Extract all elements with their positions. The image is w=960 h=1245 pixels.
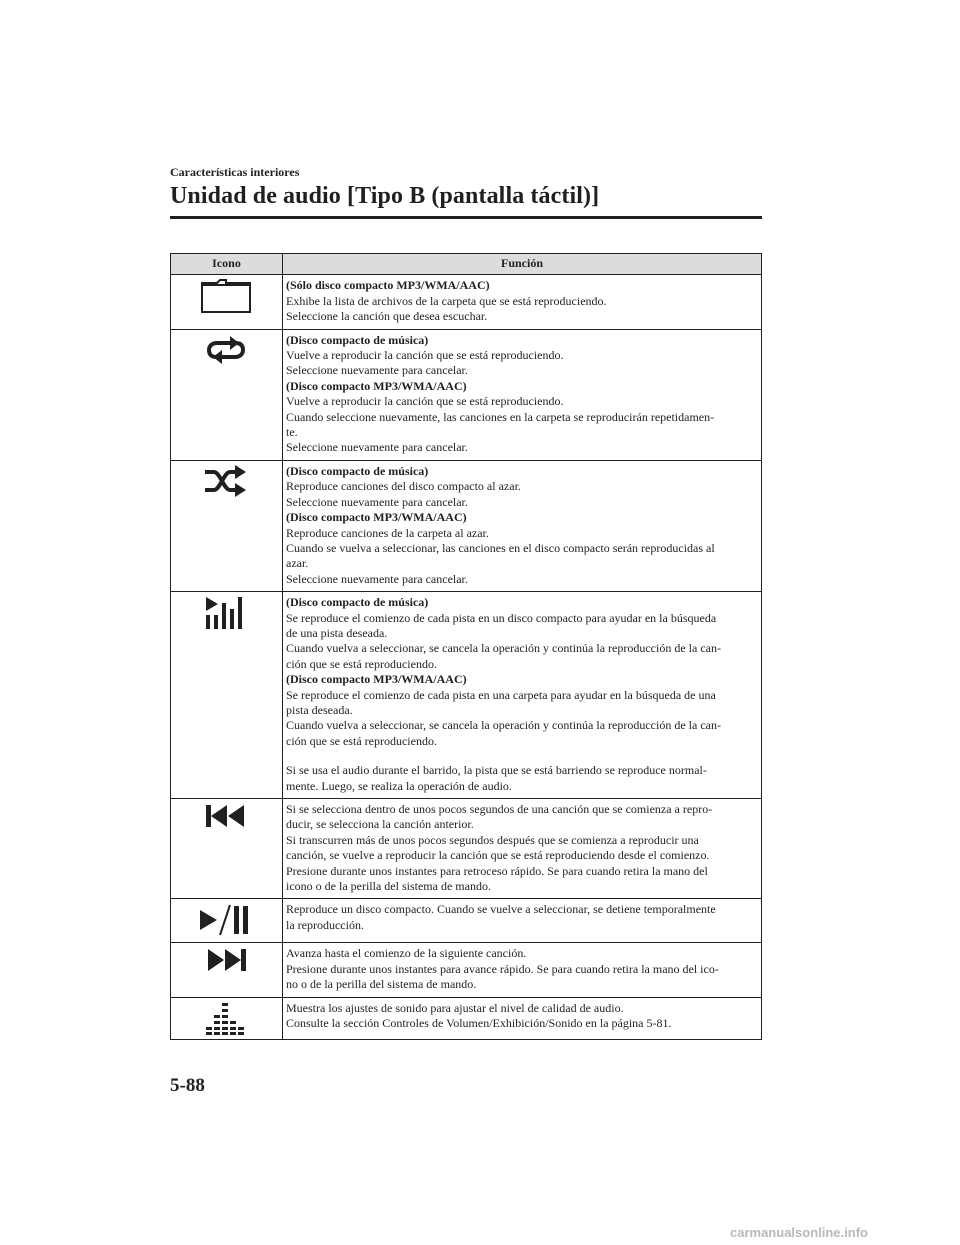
icon-cell	[171, 592, 283, 799]
description-line: pista deseada.	[286, 702, 353, 717]
description-line: la reproducción.	[286, 917, 364, 932]
function-cell	[283, 329, 762, 460]
description-line: ción que se está reproduciendo.	[286, 656, 437, 671]
play-pause-icon	[197, 902, 255, 938]
icon-function-table	[170, 253, 762, 1040]
table-header-row	[171, 254, 762, 275]
function-cell	[283, 899, 762, 943]
description-line: azar.	[286, 556, 309, 571]
icon-cell	[171, 275, 283, 329]
function-cell	[283, 460, 762, 591]
description-line: mente. Luego, se realiza la operación de audio.	[286, 778, 512, 793]
title-divider	[170, 216, 762, 219]
description-line: ducir, se selecciona la canción anterior.	[286, 817, 474, 832]
folder-icon	[200, 278, 252, 314]
function-cell	[283, 592, 762, 799]
description-line: ción que se está reproduciendo.	[286, 733, 437, 748]
table-row	[171, 329, 762, 460]
mode-heading: (Disco compacto de música)	[286, 463, 429, 478]
icon-cell	[171, 329, 283, 460]
description-line: Exhibe la lista de archivos de la carpeta que se está reproduciendo.	[286, 293, 607, 308]
column-header-function: Función	[283, 254, 762, 275]
description-line: Muestra los ajustes de sonido para ajustar el nivel de calidad de audio.	[286, 1000, 624, 1015]
next-track-icon	[204, 946, 248, 974]
function-cell	[283, 275, 762, 329]
table-row	[171, 592, 762, 799]
description-line: Cuando seleccione nuevamente, las canciones en la carpeta se reproducirán repetidamen-	[286, 409, 715, 424]
description-line: Se reproduce el comienzo de cada pista en un disco compacto para ayudar en la búsqueda	[286, 610, 717, 625]
description-line: Si se selecciona dentro de unos pocos segundos de una canción que se comienza a repro-	[286, 802, 713, 816]
page-title: Unidad de audio [Tipo B (pantalla táctil)]	[170, 183, 600, 209]
description-line: Presione durante unos instantes para retroceso rápido. Se para cuando retira la mano del	[286, 863, 708, 878]
paragraph-gap	[286, 749, 757, 763]
table-row	[171, 275, 762, 329]
description-line: Reproduce un disco compacto. Cuando se vuelve a seleccionar, se detiene temporalmente	[286, 902, 716, 917]
icon-cell	[171, 899, 283, 943]
description-line: Reproduce canciones de la carpeta al azar.	[286, 525, 489, 540]
description-line: canción, se vuelve a reproducir la canción que se está reproduciendo desde el comienzo.	[286, 848, 710, 863]
description-line: Seleccione nuevamente para cancelar.	[286, 363, 468, 378]
table-row	[171, 943, 762, 997]
description-line: Presione durante unos instantes para avance rápido. Se para cuando retira la mano del ico-	[286, 961, 719, 976]
mode-heading: (Disco compacto MP3/WMA/AAC)	[286, 672, 467, 687]
function-cell	[283, 943, 762, 997]
mode-heading: (Disco compacto MP3/WMA/AAC)	[286, 510, 467, 525]
description-line: Cuando vuelva a seleccionar, se cancela la operación y continúa la reproducción de la can-	[286, 718, 721, 733]
table-row	[171, 799, 762, 899]
description-line: Seleccione la canción que desea escuchar.	[286, 309, 488, 324]
table-row	[171, 997, 762, 1039]
section-label: Características interiores	[170, 165, 300, 179]
description-line: Si transcurren más de unos pocos segundos después que se comienza a reproducir una	[286, 832, 699, 847]
function-cell	[283, 997, 762, 1039]
icon-cell	[171, 799, 283, 899]
description-line: Se reproduce el comienzo de cada pista en una carpeta para ayudar en la búsqueda de una	[286, 687, 716, 702]
shuffle-icon	[202, 464, 250, 498]
function-cell	[283, 799, 762, 899]
column-header-icon: Icono	[171, 254, 283, 275]
description-line: Vuelve a reproducir la canción que se está reproduciendo.	[286, 348, 564, 363]
table-row	[171, 899, 762, 943]
repeat-icon	[204, 333, 248, 367]
description-line: Si se usa el audio durante el barrido, la pista que se está barriendo se reproduce normal-	[286, 763, 707, 778]
scan-icon	[204, 595, 248, 631]
mode-heading: (Disco compacto de música)	[286, 332, 429, 347]
description-line: Consulte la sección Controles de Volumen/Exhibición/Sonido en la página 5-81.	[286, 1016, 672, 1031]
page-number: 5-88	[170, 1075, 205, 1096]
sound-settings-icon	[206, 1001, 246, 1035]
description-line: de una pista deseada.	[286, 625, 388, 640]
icon-cell	[171, 460, 283, 591]
previous-track-icon	[204, 802, 248, 830]
description-line: icono o de la perilla del sistema de mando.	[286, 879, 491, 894]
description-line: Seleccione nuevamente para cancelar.	[286, 571, 468, 586]
description-line: Cuando vuelva a seleccionar, se cancela la operación y continúa la reproducción de la can-	[286, 641, 721, 656]
description-line: Seleccione nuevamente para cancelar.	[286, 440, 468, 455]
description-line: Reproduce canciones del disco compacto al azar.	[286, 479, 521, 494]
description-line: Avanza hasta el comienzo de la siguiente canción.	[286, 946, 527, 961]
description-line: te.	[286, 425, 298, 440]
description-line: Cuando se vuelva a seleccionar, las canciones en el disco compacto serán reproducidas al	[286, 540, 715, 555]
icon-cell	[171, 943, 283, 997]
description-line: Vuelve a reproducir la canción que se está reproduciendo.	[286, 394, 564, 409]
description-line: no o de la perilla del sistema de mando.	[286, 977, 477, 992]
watermark: carmanualsonline.info	[730, 1225, 868, 1240]
table-row	[171, 460, 762, 591]
mode-heading: (Disco compacto de música)	[286, 595, 429, 610]
icon-cell	[171, 997, 283, 1039]
mode-heading: (Disco compacto MP3/WMA/AAC)	[286, 378, 467, 393]
mode-heading: (Sólo disco compacto MP3/WMA/AAC)	[286, 278, 490, 293]
description-line: Seleccione nuevamente para cancelar.	[286, 494, 468, 509]
